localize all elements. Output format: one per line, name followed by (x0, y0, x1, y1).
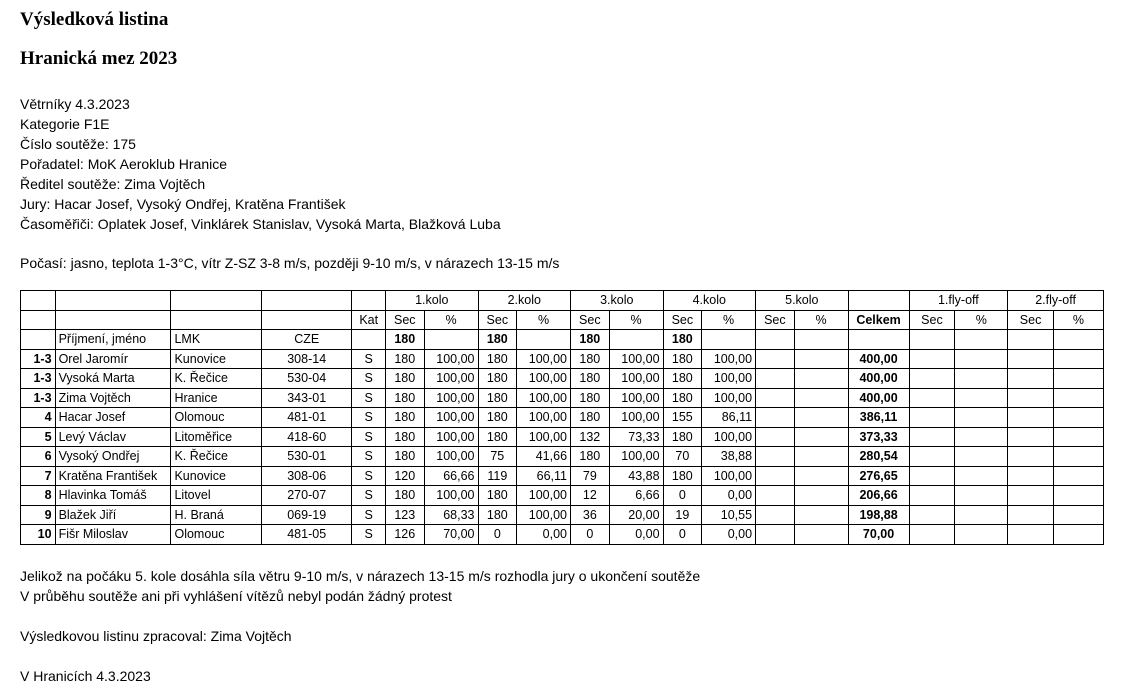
sec-cell: 180 (385, 388, 424, 408)
weather-line: Počasí: jasno, teplota 1-3°C, vítr Z-SZ 3-8 m/s, později 9-10 m/s, v nárazech 13-15 m/s (20, 255, 560, 271)
footer-line: V průběhu soutěže ani při vyhlášení vítězů nebyl podán žádný protest (20, 588, 452, 604)
flyoff-cell (1008, 486, 1054, 506)
pct-cell: 100,00 (424, 369, 478, 389)
info-line: Větrníky 4.3.2023 (20, 96, 130, 112)
flyoff-cell (1053, 486, 1103, 506)
total-cell: 386,11 (848, 408, 909, 428)
kat-cell: S (352, 505, 386, 525)
pct-cell: 20,00 (609, 505, 663, 525)
pct-cell: 100,00 (702, 388, 756, 408)
flyoff-cell (909, 349, 955, 369)
sec-cell: 119 (478, 466, 517, 486)
round-header: 4.kolo (663, 291, 756, 311)
kat-cell: S (352, 369, 386, 389)
sec-cell (756, 447, 795, 467)
pct-cell: 100,00 (517, 349, 571, 369)
pct-cell: 70,00 (424, 525, 478, 545)
license-cell: 270-07 (261, 486, 351, 506)
pct-cell: 100,00 (517, 388, 571, 408)
table-row (21, 505, 1104, 525)
flyoff-cell (1053, 349, 1103, 369)
rank-cell: 10 (21, 525, 56, 545)
max-sec: 180 (571, 330, 610, 350)
flyoff-cell (1008, 349, 1054, 369)
total-header: Celkem (848, 310, 909, 330)
sec-cell: 0 (571, 525, 610, 545)
sec-cell: 180 (478, 408, 517, 428)
info-line: Časoměřiči: Oplatek Josef, Vinklárek Stanislav, Vysoká Marta, Blažková Luba (20, 216, 501, 232)
table-row (21, 408, 1104, 428)
info-line: Jury: Hacar Josef, Vysoký Ondřej, Kratěna František (20, 196, 346, 212)
table-row (21, 369, 1104, 389)
pct-cell: 86,11 (702, 408, 756, 428)
pct-cell: 100,00 (517, 486, 571, 506)
club-cell: Litovel (171, 486, 261, 506)
club-cell: Olomouc (171, 525, 261, 545)
sec-cell: 12 (571, 486, 610, 506)
flyoff-cell (1008, 388, 1054, 408)
sec-cell (756, 408, 795, 428)
flyoff-cell (909, 486, 955, 506)
pct-cell (794, 525, 848, 545)
flyoff-cell (955, 388, 1008, 408)
sec-cell (756, 505, 795, 525)
club-cell: H. Braná (171, 505, 261, 525)
sec-cell: 180 (663, 466, 702, 486)
flyoff-header: 1.fly-off (909, 291, 1008, 311)
max-sec (756, 330, 795, 350)
info-line: Číslo soutěže: 175 (20, 136, 136, 152)
table-row (21, 427, 1104, 447)
total-cell: 280,54 (848, 447, 909, 467)
pct-cell: 6,66 (609, 486, 663, 506)
sec-cell: 180 (385, 408, 424, 428)
pct-header: % (702, 310, 756, 330)
pct-cell: 100,00 (517, 369, 571, 389)
total-cell: 70,00 (848, 525, 909, 545)
sec-cell: 180 (571, 369, 610, 389)
subheader-row (21, 330, 1104, 350)
flyoff-cell (955, 427, 1008, 447)
pct-cell (794, 408, 848, 428)
flyoff-cell (909, 388, 955, 408)
kat-cell: S (352, 447, 386, 467)
name-header: Příjmení, jméno (55, 330, 171, 350)
sec-cell: 180 (385, 349, 424, 369)
flyoff-cell (1008, 505, 1054, 525)
sec-cell (756, 525, 795, 545)
total-cell: 373,33 (848, 427, 909, 447)
sec-cell: 180 (478, 349, 517, 369)
flyoff-cell (1053, 369, 1103, 389)
table-row (21, 466, 1104, 486)
pct-cell: 100,00 (517, 408, 571, 428)
club-cell: Kunovice (171, 466, 261, 486)
pct-cell: 100,00 (609, 447, 663, 467)
results-document (20, 8, 1120, 684)
round-header: 3.kolo (571, 291, 664, 311)
flyoff-cell (955, 525, 1008, 545)
sec-cell: 0 (478, 525, 517, 545)
club-cell: K. Řečice (171, 369, 261, 389)
footer-line (20, 646, 700, 666)
info-line: Ředitel soutěže: Zima Vojtěch (20, 176, 206, 192)
pct-cell: 100,00 (424, 427, 478, 447)
table-row (21, 349, 1104, 369)
flyoff-cell (909, 369, 955, 389)
flyoff-cell (1053, 447, 1103, 467)
flyoff-cell (955, 505, 1008, 525)
name-cell: Zima Vojtěch (55, 388, 171, 408)
sec-cell: 36 (571, 505, 610, 525)
pct-cell: 100,00 (609, 349, 663, 369)
pct-cell: 0,00 (702, 486, 756, 506)
pct-cell: 100,00 (424, 349, 478, 369)
max-sec: 180 (478, 330, 517, 350)
sec-cell: 79 (571, 466, 610, 486)
pct-cell (794, 427, 848, 447)
rank-cell: 7 (21, 466, 56, 486)
club-cell: Olomouc (171, 408, 261, 428)
pct-cell: 38,88 (702, 447, 756, 467)
flyoff-cell (1008, 525, 1054, 545)
flyoff-cell (1053, 466, 1103, 486)
name-cell: Kratěna František (55, 466, 171, 486)
rank-cell: 1-3 (21, 388, 56, 408)
kat-cell: S (352, 388, 386, 408)
name-cell: Hacar Josef (55, 408, 171, 428)
flyoff-cell (955, 408, 1008, 428)
pct-cell: 100,00 (609, 388, 663, 408)
pct-cell: 100,00 (424, 447, 478, 467)
pct-cell: 41,66 (517, 447, 571, 467)
sec-cell: 180 (663, 427, 702, 447)
sec-cell: 180 (571, 408, 610, 428)
round-header: 5.kolo (756, 291, 849, 311)
sec-cell: 180 (571, 349, 610, 369)
pct-cell: 66,66 (424, 466, 478, 486)
flyoff-cell (955, 369, 1008, 389)
license-cell: 308-06 (261, 466, 351, 486)
sec-cell: 180 (385, 427, 424, 447)
flyoff-cell (909, 505, 955, 525)
pct-cell (794, 349, 848, 369)
club-cell: Kunovice (171, 349, 261, 369)
name-cell: Orel Jaromír (55, 349, 171, 369)
flyoff-cell (909, 447, 955, 467)
club-cell: K. Řečice (171, 447, 261, 467)
pct-cell: 66,11 (517, 466, 571, 486)
pct-cell: 43,88 (609, 466, 663, 486)
total-cell: 276,65 (848, 466, 909, 486)
flyoff-cell (1053, 388, 1103, 408)
license-cell: 069-19 (261, 505, 351, 525)
pct-cell: 100,00 (702, 349, 756, 369)
license-cell: 530-01 (261, 447, 351, 467)
document-footer (20, 566, 700, 686)
flyoff-cell (1008, 369, 1054, 389)
sec-cell: 70 (663, 447, 702, 467)
pct-cell: 0,00 (702, 525, 756, 545)
total-cell: 198,88 (848, 505, 909, 525)
column-header-row (21, 310, 1104, 330)
name-cell: Vysoký Ondřej (55, 447, 171, 467)
flyoff-cell (909, 525, 955, 545)
sec-cell: 180 (478, 505, 517, 525)
name-cell: Levý Václav (55, 427, 171, 447)
flyoff-cell (1008, 447, 1054, 467)
sec-cell: 180 (571, 388, 610, 408)
flyoff-cell (1053, 427, 1103, 447)
sec-header: Sec (385, 310, 424, 330)
pct-cell: 100,00 (517, 427, 571, 447)
pct-cell (794, 466, 848, 486)
flyoff-cell (1008, 466, 1054, 486)
sec-cell: 180 (478, 486, 517, 506)
sec-cell: 155 (663, 408, 702, 428)
info-line: Pořadatel: MoK Aeroklub Hranice (20, 156, 227, 172)
sec-header: Sec (478, 310, 517, 330)
pct-cell: 100,00 (702, 466, 756, 486)
pct-cell (794, 388, 848, 408)
flyoff-cell (909, 466, 955, 486)
sec-cell: 180 (663, 388, 702, 408)
sec-cell: 0 (663, 525, 702, 545)
kat-cell: S (352, 427, 386, 447)
results-table (20, 290, 1104, 545)
sec-cell: 180 (571, 447, 610, 467)
table-row (21, 486, 1104, 506)
pct-cell: 0,00 (517, 525, 571, 545)
flyoff-cell (1053, 505, 1103, 525)
table-row (21, 388, 1104, 408)
total-cell: 400,00 (848, 369, 909, 389)
sec-header: Sec (571, 310, 610, 330)
flyoff-header: 2.fly-off (1008, 291, 1104, 311)
license-cell: 530-04 (261, 369, 351, 389)
sec-cell (756, 349, 795, 369)
sec-cell: 75 (478, 447, 517, 467)
sec-cell: 180 (385, 447, 424, 467)
kat-cell: S (352, 349, 386, 369)
pct-header: % (955, 310, 1008, 330)
pct-header: % (424, 310, 478, 330)
footer-line: Jelikož na počáku 5. kole dosáhla síla větru 9-10 m/s, v nárazech 13-15 m/s rozhodla jury o ukončení soutěže (20, 568, 701, 584)
rank-cell: 6 (21, 447, 56, 467)
sec-cell: 180 (663, 349, 702, 369)
document-subtitle: Hranická mez 2023 (20, 48, 178, 69)
sec-header: Sec (909, 310, 955, 330)
sec-cell (756, 466, 795, 486)
license-cell: 343-01 (261, 388, 351, 408)
sec-cell (756, 486, 795, 506)
sec-header: Sec (663, 310, 702, 330)
name-cell: Fišr Miloslav (55, 525, 171, 545)
pct-header: % (609, 310, 663, 330)
pct-cell: 100,00 (424, 486, 478, 506)
sec-cell (756, 369, 795, 389)
table-row (21, 525, 1104, 545)
license-cell: 481-01 (261, 408, 351, 428)
pct-cell (794, 505, 848, 525)
sec-cell: 180 (385, 486, 424, 506)
name-cell: Hlavinka Tomáš (55, 486, 171, 506)
sec-cell: 120 (385, 466, 424, 486)
total-cell: 206,66 (848, 486, 909, 506)
flyoff-cell (1008, 408, 1054, 428)
round-header-row (21, 291, 1104, 311)
footer-line: Výsledkovou listinu zpracoval: Zima Vojtěch (20, 628, 292, 644)
sec-cell (756, 388, 795, 408)
rank-cell: 9 (21, 505, 56, 525)
table-row (21, 447, 1104, 467)
max-sec: 180 (663, 330, 702, 350)
license-cell: 418-60 (261, 427, 351, 447)
pct-header: % (794, 310, 848, 330)
pct-cell (794, 369, 848, 389)
license-header: CZE (261, 330, 351, 350)
kat-header: Kat (352, 310, 386, 330)
info-line: Kategorie F1E (20, 116, 110, 132)
total-cell: 400,00 (848, 349, 909, 369)
name-cell: Blažek Jiří (55, 505, 171, 525)
pct-cell: 100,00 (517, 505, 571, 525)
max-sec: 180 (385, 330, 424, 350)
footer-line: V Hranicích 4.3.2023 (20, 668, 151, 684)
pct-cell: 100,00 (609, 369, 663, 389)
flyoff-cell (1053, 408, 1103, 428)
license-cell: 308-14 (261, 349, 351, 369)
sec-cell: 0 (663, 486, 702, 506)
sec-cell: 19 (663, 505, 702, 525)
flyoff-cell (955, 447, 1008, 467)
pct-header: % (517, 310, 571, 330)
flyoff-cell (955, 466, 1008, 486)
rank-cell: 4 (21, 408, 56, 428)
round-header: 1.kolo (385, 291, 478, 311)
pct-cell: 100,00 (609, 408, 663, 428)
pct-cell: 100,00 (702, 427, 756, 447)
pct-cell (794, 486, 848, 506)
total-cell: 400,00 (848, 388, 909, 408)
pct-cell: 100,00 (424, 408, 478, 428)
kat-cell: S (352, 525, 386, 545)
pct-cell: 0,00 (609, 525, 663, 545)
rank-cell: 5 (21, 427, 56, 447)
sec-header: Sec (1008, 310, 1054, 330)
sec-cell: 132 (571, 427, 610, 447)
name-cell: Vysoká Marta (55, 369, 171, 389)
sec-cell: 180 (385, 369, 424, 389)
contest-info (20, 94, 1120, 273)
pct-cell (794, 447, 848, 467)
round-header: 2.kolo (478, 291, 571, 311)
pct-cell: 73,33 (609, 427, 663, 447)
kat-cell: S (352, 408, 386, 428)
pct-cell: 100,00 (702, 369, 756, 389)
flyoff-cell (1008, 427, 1054, 447)
sec-cell: 123 (385, 505, 424, 525)
rank-cell: 8 (21, 486, 56, 506)
flyoff-cell (1053, 525, 1103, 545)
sec-cell: 180 (478, 427, 517, 447)
pct-cell: 68,33 (424, 505, 478, 525)
rank-cell: 1-3 (21, 349, 56, 369)
rank-cell: 1-3 (21, 369, 56, 389)
license-cell: 481-05 (261, 525, 351, 545)
sec-cell: 180 (478, 369, 517, 389)
pct-cell: 100,00 (424, 388, 478, 408)
sec-cell: 180 (663, 369, 702, 389)
club-cell: Hranice (171, 388, 261, 408)
document-title: Výsledková listina (20, 9, 169, 30)
sec-cell: 180 (478, 388, 517, 408)
footer-line (20, 606, 700, 626)
sec-header: Sec (756, 310, 795, 330)
sec-cell (756, 427, 795, 447)
pct-cell: 10,55 (702, 505, 756, 525)
flyoff-cell (955, 349, 1008, 369)
club-header: LMK (171, 330, 261, 350)
sec-cell: 126 (385, 525, 424, 545)
flyoff-cell (909, 408, 955, 428)
club-cell: Litoměřice (171, 427, 261, 447)
flyoff-cell (955, 486, 1008, 506)
pct-header: % (1053, 310, 1103, 330)
flyoff-cell (909, 427, 955, 447)
kat-cell: S (352, 486, 386, 506)
kat-cell: S (352, 466, 386, 486)
